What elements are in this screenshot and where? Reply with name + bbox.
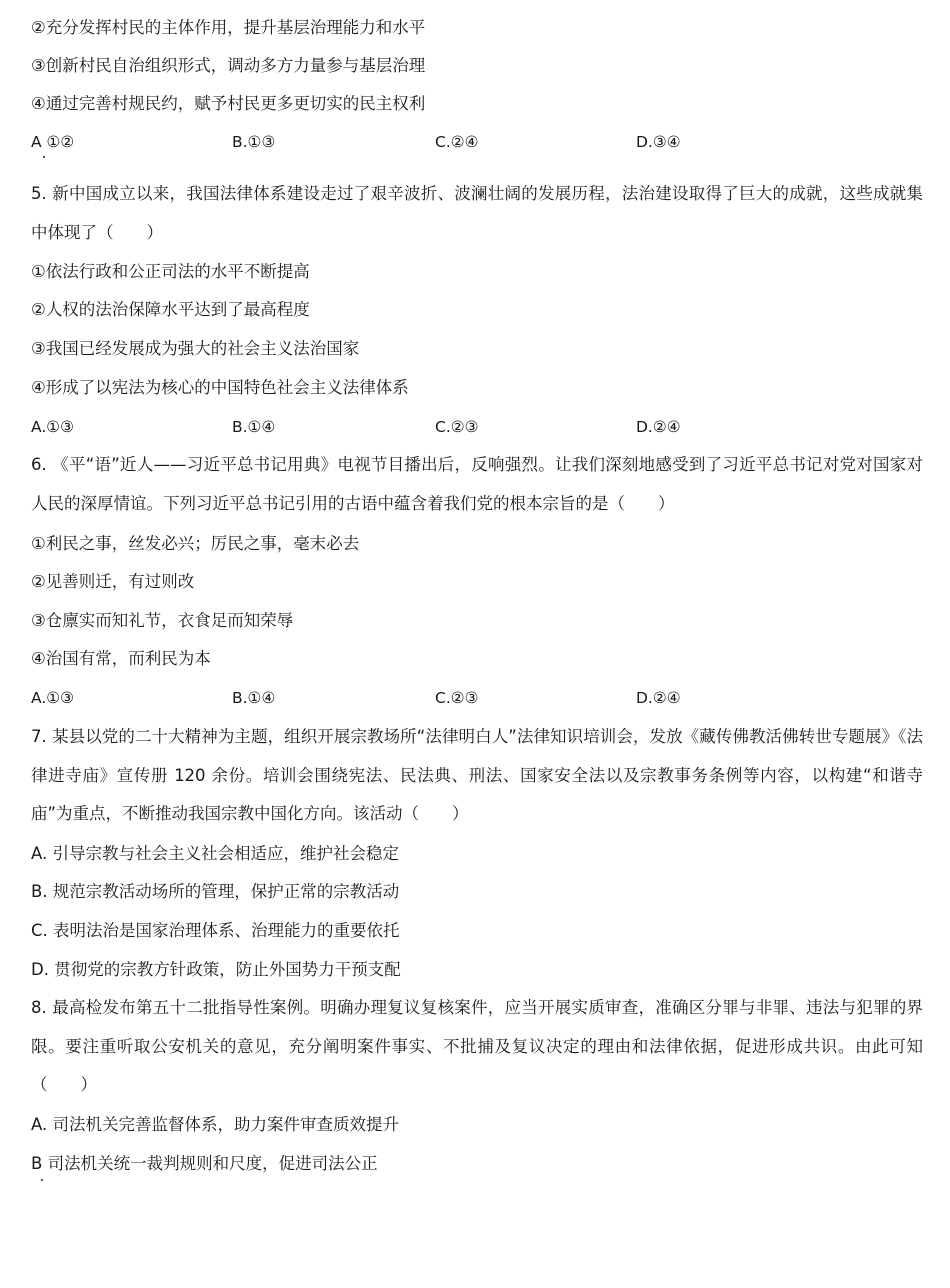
q4-option-d[interactable]: D.③④	[636, 133, 681, 151]
q5-item-3: ③我国已经发展成为强大的社会主义法治国家	[31, 339, 360, 358]
q8-option-a[interactable]: A. 司法机关完善监督体系，助力案件审查质效提升	[31, 1115, 399, 1134]
stray-mark	[43, 156, 45, 158]
q5-item-4: ④形成了以宪法为核心的中国特色社会主义法律体系	[31, 378, 409, 397]
q6-item-1: ①利民之事，丝发必兴；厉民之事，毫末必去	[31, 534, 360, 553]
q4-item-3: ③创新村民自治组织形式，调动多方力量参与基层治理	[31, 56, 426, 75]
q6-item-4: ④治国有常，而利民为本	[31, 649, 211, 668]
q8-stem: 8. 最高检发布第五十二批指导性案例。明确办理复议复核案件，应当开展实质审查，准确区分罪与非罪、违法与犯罪的界限。要注重听取公安机关的意见，充分阐明案件事实、不批捕及复议决定的理由和法律依据，促进形成共识。由此可知（ ）	[31, 998, 923, 1094]
q6-option-d[interactable]: D.②④	[636, 689, 681, 707]
q7-option-b[interactable]: B. 规范宗教活动场所的管理，保护正常的宗教活动	[31, 882, 400, 901]
q7-option-c[interactable]: C. 表明法治是国家治理体系、治理能力的重要依托	[31, 921, 400, 940]
q5-option-c[interactable]: C.②③	[435, 418, 479, 436]
q6-option-a[interactable]: A.①③	[31, 689, 75, 707]
q8-option-b[interactable]: B 司法机关统一裁判规则和尺度，促进司法公正	[31, 1154, 378, 1173]
q4-option-b[interactable]: B.①③	[232, 133, 276, 151]
q5-option-d[interactable]: D.②④	[636, 418, 681, 436]
q6-option-b[interactable]: B.①④	[232, 689, 276, 707]
q6-item-3: ③仓廪实而知礼节，衣食足而知荣辱	[31, 611, 294, 630]
q7-option-a[interactable]: A. 引导宗教与社会主义社会相适应，维护社会稳定	[31, 844, 399, 863]
q4-option-c[interactable]: C.②④	[435, 133, 479, 151]
q6-stem: 6. 《平“语”近人——习近平总书记用典》电视节目播出后，反响强烈。让我们深刻地感受到了习近平总书记对党对国家对人民的深厚情谊。下列习近平总书记引用的古语中蕴含着我们党的根本宗旨的是（ ）	[31, 455, 923, 513]
q6-item-2: ②见善则迁，有过则改	[31, 572, 195, 591]
q5-item-1: ①依法行政和公正司法的水平不断提高	[31, 262, 310, 281]
q5-option-a[interactable]: A.①③	[31, 418, 75, 436]
q6-option-c[interactable]: C.②③	[435, 689, 479, 707]
q4-option-a[interactable]: A ①②	[31, 133, 75, 151]
q7-stem: 7. 某县以党的二十大精神为主题，组织开展宗教场所“法律明白人”法律知识培训会，发放《藏传佛教活佛转世专题展》《法律进寺庙》宣传册 120 余份。培训会围绕宪法、民法典、刑法、国家安全法以及宗教事务条例等内容，以构建“和谐寺庙”为重点，不断推动我国宗教中国化方向。该活动（ ）	[31, 727, 923, 823]
stray-mark	[41, 1179, 43, 1181]
q5-stem: 5. 新中国成立以来，我国法律体系建设走过了艰辛波折、波澜壮阔的发展历程，法治建设取得了巨大的成就，这些成就集中体现了（ ）	[31, 184, 923, 242]
q4-item-2: ②充分发挥村民的主体作用，提升基层治理能力和水平	[31, 18, 426, 37]
q4-item-4: ④通过完善村规民约，赋予村民更多更切实的民主权利	[31, 94, 426, 113]
q7-option-d[interactable]: D. 贯彻党的宗教方针政策，防止外国势力干预支配	[31, 960, 401, 979]
q5-option-b[interactable]: B.①④	[232, 418, 276, 436]
q5-item-2: ②人权的法治保障水平达到了最高程度	[31, 300, 310, 319]
